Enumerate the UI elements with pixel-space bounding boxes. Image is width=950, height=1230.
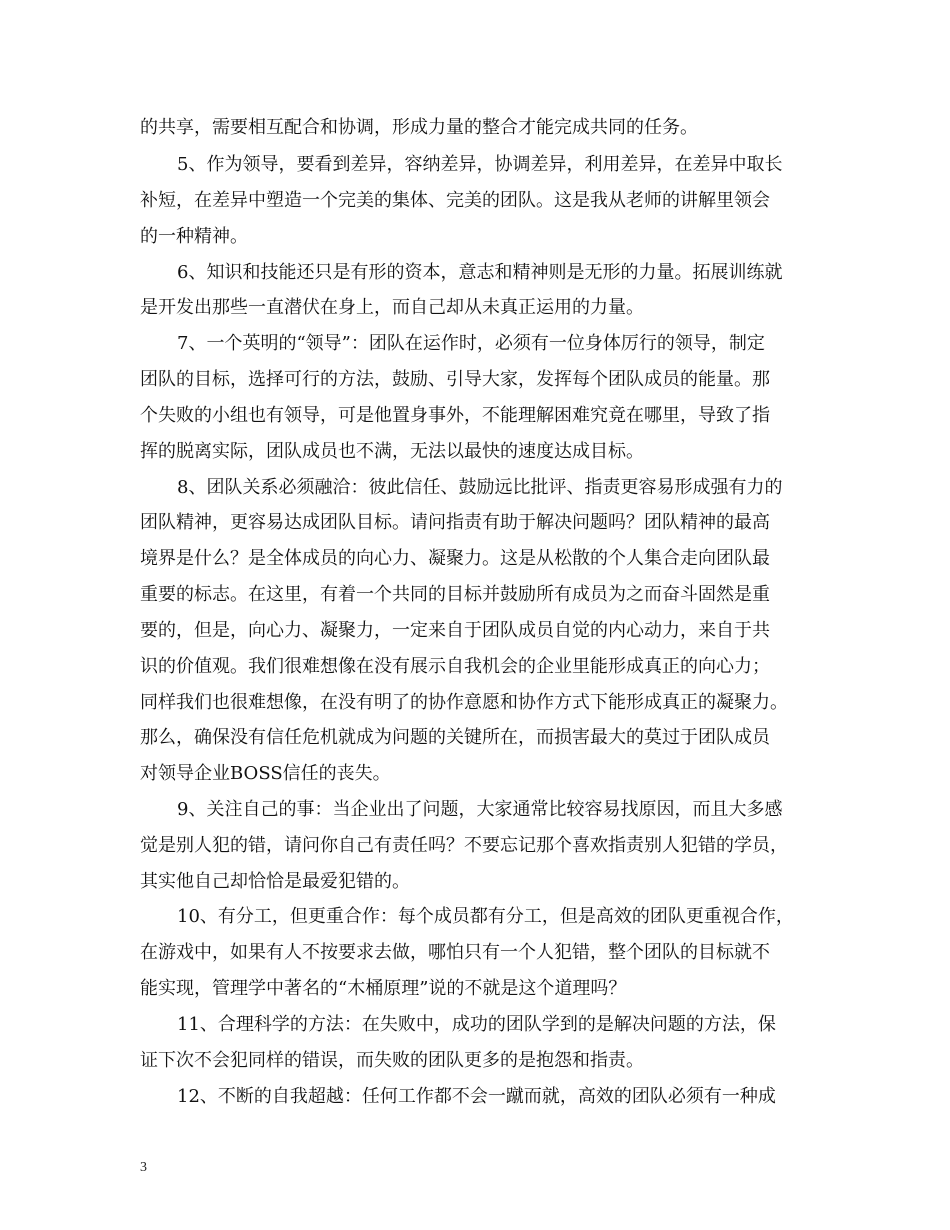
text-line: 挥的脱离实际，团队成员也不满，无法以最快的速度达成目标。 bbox=[140, 441, 644, 462]
text-line: 同样我们也很难想像，在没有明了的协作意愿和协作方式下能形成真正的凝聚力。 bbox=[140, 692, 788, 713]
text-line: 对领导企业BOSS信任的丧失。 bbox=[140, 763, 391, 784]
text-line: 那么，确保没有信任危机就成为问题的关键所在，而损害最大的莫过于团队成员 bbox=[140, 727, 770, 748]
paragraph-12-line: 12、不断的自我超越：任何工作都不会一蹴而就，高效的团队必须有一种成 bbox=[177, 1086, 776, 1107]
text-line: 是开发出那些一直潜伏在身上，而自己却从未真正运用的力量。 bbox=[140, 297, 644, 318]
paragraph-11-line: 11、合理科学的方法：在失败中，成功的团队学到的是解决问题的方法，保 bbox=[177, 1014, 776, 1035]
text-line: 境界是什么？是全体成员的向心力、凝聚力。这是从松散的个人集合走向团队最 bbox=[140, 548, 770, 569]
text-line: 补短，在差异中塑造一个完美的集体、完美的团队。这是我从老师的讲解里领会 bbox=[140, 190, 770, 211]
paragraph-5-line: 5、作为领导，要看到差异，容纳差异，协调差异，利用差异，在差异中取长 bbox=[177, 154, 783, 175]
text-line: 团队精神，更容易达成团队目标。请问指责有助于解决问题吗？团队精神的最高 bbox=[140, 512, 770, 533]
text-line: 在游戏中，如果有人不按要求去做，哪怕只有一个人犯错，整个团队的目标就不 bbox=[140, 942, 770, 963]
paragraph-6-line: 6、知识和技能还只是有形的资本，意志和精神则是无形的力量。拓展训练就 bbox=[177, 262, 783, 283]
text-line: 的一种精神。 bbox=[140, 226, 248, 247]
paragraph-10-line: 10、有分工，但更重合作：每个成员都有分工，但是高效的团队更重视合作， bbox=[177, 906, 794, 927]
paragraph-8-line: 8、团队关系必须融洽：彼此信任、鼓励远比批评、指责更容易形成强有力的 bbox=[177, 477, 783, 498]
text-line: 能实现，管理学中著名的“木桶原理”说的不就是这个道理吗？ bbox=[140, 978, 627, 999]
text-line: 其实他自己却恰恰是最爱犯错的。 bbox=[140, 871, 410, 892]
paragraph-9-line: 9、关注自己的事：当企业出了问题，大家通常比较容易找原因，而且大多感 bbox=[177, 799, 783, 820]
text-line: 识的价值观。我们很难想像在没有展示自我机会的企业里能形成真正的向心力； bbox=[140, 656, 770, 677]
text-line: 觉是别人犯的错，请问你自己有责任吗？不要忘记那个喜欢指责别人犯错的学员， bbox=[140, 835, 788, 856]
text-line: 要的，但是，向心力、凝聚力，一定来自于团队成员自觉的内心动力，来自于共 bbox=[140, 620, 770, 641]
text-line: 证下次不会犯同样的错误，而失败的团队更多的是抱怨和指责。 bbox=[140, 1050, 644, 1071]
paragraph-7-line: 7、一个英明的“领导”：团队在运作时，必须有一位身体厉行的领导，制定 bbox=[177, 333, 765, 354]
text-line: 团队的目标，选择可行的方法，鼓励、引导大家，发挥每个团队成员的能量。那 bbox=[140, 369, 770, 390]
text-line: 重要的标志。在这里，有着一个共同的目标并鼓励所有成员为之而奋斗固然是重 bbox=[140, 584, 770, 605]
page-number: 3 bbox=[140, 1160, 147, 1175]
text-line: 的共享，需要相互配合和协调，形成力量的整合才能完成共同的任务。 bbox=[140, 117, 698, 138]
text-line: 个失败的小组也有领导，可是他置身事外，不能理解困难究竟在哪里，导致了指 bbox=[140, 405, 770, 426]
